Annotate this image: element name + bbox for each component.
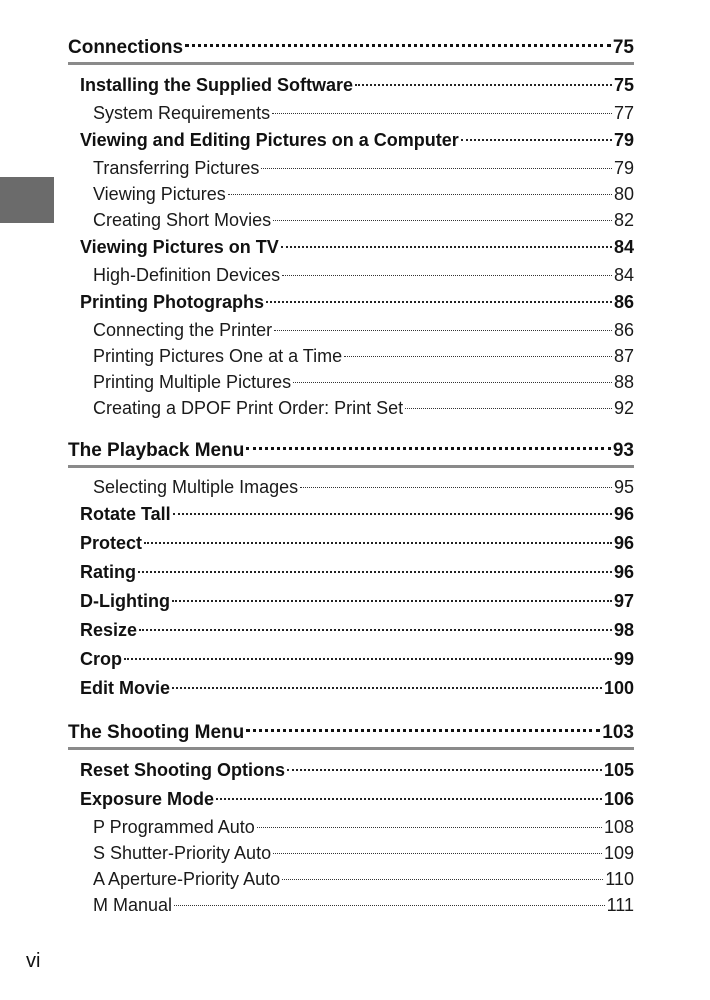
toc-subentry[interactable]	[93, 343, 634, 369]
toc-entry[interactable]	[80, 288, 634, 317]
section-title: Connections	[68, 37, 184, 58]
leader-dots	[287, 769, 602, 771]
leader-dots	[261, 168, 612, 169]
entry-label: Connecting the Printer	[93, 320, 273, 340]
leader-dots	[246, 729, 600, 732]
entry-label: Rating	[80, 562, 136, 582]
toc-entry[interactable]	[80, 558, 634, 587]
leader-dots	[405, 408, 612, 409]
toc-entry[interactable]	[80, 645, 634, 674]
entry-label: Printing Photographs	[80, 292, 264, 312]
entry-label: A Aperture-Priority Auto	[93, 869, 281, 889]
section-page: 103	[602, 722, 634, 743]
entry-label: D-Lighting	[80, 591, 170, 611]
entry-page: 87	[613, 346, 634, 366]
entry-label: Viewing and Editing Pictures on a Computer	[80, 130, 459, 150]
entry-label: Viewing Pictures on TV	[80, 237, 279, 257]
leader-dots	[461, 139, 612, 141]
toc-subentry[interactable]	[93, 207, 634, 233]
entry-page: 98	[613, 620, 634, 640]
chapter-tab-marker	[0, 177, 54, 223]
table-of-contents	[68, 34, 634, 918]
toc-entry[interactable]	[80, 587, 634, 616]
entry-label: Creating a DPOF Print Order: Print Set	[93, 398, 404, 418]
section-title: The Playback Menu	[68, 440, 245, 461]
entry-label: Viewing Pictures	[93, 184, 226, 204]
leader-dots	[228, 194, 612, 195]
toc-subentry[interactable]	[93, 155, 634, 181]
toc-subentry[interactable]	[93, 262, 634, 288]
entry-page: 100	[603, 678, 634, 698]
section-heading-shooting-menu[interactable]	[68, 719, 634, 750]
toc-entry[interactable]	[80, 126, 634, 155]
toc-subentry[interactable]	[93, 814, 634, 840]
leader-dots	[355, 84, 612, 86]
toc-subentry[interactable]	[93, 369, 634, 395]
entry-page: 105	[603, 760, 634, 780]
leader-dots	[172, 600, 612, 602]
entry-page: 88	[613, 372, 634, 392]
toc-entry[interactable]	[80, 616, 634, 645]
entry-page: 92	[613, 398, 634, 418]
entry-label: Protect	[80, 533, 143, 553]
entry-page: 77	[613, 103, 634, 123]
entry-label: Crop	[80, 649, 122, 669]
leader-dots	[344, 356, 612, 357]
toc-subentry[interactable]	[93, 317, 634, 343]
leader-dots	[266, 301, 612, 303]
entry-page: 86	[613, 320, 634, 340]
leader-dots	[173, 513, 612, 515]
entry-page: 79	[613, 130, 634, 150]
entry-page: 109	[603, 843, 634, 863]
entry-page: 80	[613, 184, 634, 204]
leader-dots	[216, 798, 602, 800]
entry-page: 82	[613, 210, 634, 230]
entry-label: Reset Shooting Options	[80, 760, 285, 780]
entry-page: 106	[603, 789, 634, 809]
entry-page: 86	[613, 292, 634, 312]
entry-page: 111	[606, 895, 634, 915]
toc-subentry[interactable]	[93, 866, 634, 892]
leader-dots	[272, 113, 612, 114]
entry-label: Selecting Multiple Images	[93, 477, 299, 497]
entry-label: Rotate Tall	[80, 504, 171, 524]
toc-entry[interactable]	[80, 785, 634, 814]
section-title: The Shooting Menu	[68, 722, 245, 743]
toc-subentry[interactable]	[93, 474, 634, 500]
leader-dots	[274, 330, 612, 331]
leader-dots	[282, 879, 603, 880]
section-page: 93	[612, 440, 634, 461]
toc-subentry[interactable]	[93, 840, 634, 866]
page-number: vi	[26, 950, 41, 972]
entry-page: 97	[613, 591, 634, 611]
entry-page: 84	[613, 265, 634, 285]
section-heading-playback-menu[interactable]	[68, 437, 634, 468]
leader-dots	[246, 447, 611, 450]
entry-page: 84	[613, 237, 634, 257]
toc-subentry[interactable]	[93, 100, 634, 126]
leader-dots	[282, 275, 612, 276]
entry-label: S Shutter-Priority Auto	[93, 843, 272, 863]
toc-subentry[interactable]	[93, 395, 634, 421]
leader-dots	[185, 44, 611, 47]
section-heading-connections[interactable]	[68, 34, 634, 65]
entry-page: 110	[605, 869, 634, 889]
leader-dots	[174, 905, 605, 906]
entry-label: Exposure Mode	[80, 789, 215, 809]
entry-label: Edit Movie	[80, 678, 171, 698]
entry-page: 96	[613, 504, 634, 524]
entry-label: Printing Pictures One at a Time	[93, 346, 343, 366]
entry-label: Installing the Supplied Software	[80, 75, 354, 95]
leader-dots	[273, 853, 602, 854]
toc-entry[interactable]	[80, 529, 634, 558]
toc-entry[interactable]	[80, 674, 634, 703]
toc-entry[interactable]	[80, 500, 634, 529]
leader-dots	[144, 542, 612, 544]
toc-entry[interactable]	[80, 233, 634, 262]
leader-dots	[172, 687, 602, 689]
leader-dots	[138, 571, 612, 573]
leader-dots	[293, 382, 612, 383]
toc-subentry[interactable]	[93, 892, 634, 918]
toc-entry[interactable]	[80, 71, 634, 100]
entry-label: System Requirements	[93, 103, 271, 123]
entry-label: Transferring Pictures	[93, 158, 260, 178]
entry-page: 75	[613, 75, 634, 95]
entry-label: M Manual	[93, 895, 173, 915]
leader-dots	[257, 827, 602, 828]
toc-subentry[interactable]	[93, 181, 634, 207]
entry-page: 96	[613, 533, 634, 553]
entry-label: High-Definition Devices	[93, 265, 281, 285]
entry-page: 95	[613, 477, 634, 497]
toc-entry[interactable]	[80, 756, 634, 785]
entry-page: 96	[613, 562, 634, 582]
leader-dots	[281, 246, 612, 248]
entry-label: Creating Short Movies	[93, 210, 272, 230]
entry-page: 79	[613, 158, 634, 178]
entry-page: 108	[603, 817, 634, 837]
entry-label: Printing Multiple Pictures	[93, 372, 292, 392]
leader-dots	[273, 220, 612, 221]
section-page: 75	[612, 37, 634, 58]
entry-label: Resize	[80, 620, 138, 640]
entry-label: P Programmed Auto	[93, 817, 255, 837]
leader-dots	[139, 629, 612, 631]
leader-dots	[124, 658, 612, 660]
entry-page: 99	[613, 649, 634, 669]
leader-dots	[300, 487, 612, 488]
